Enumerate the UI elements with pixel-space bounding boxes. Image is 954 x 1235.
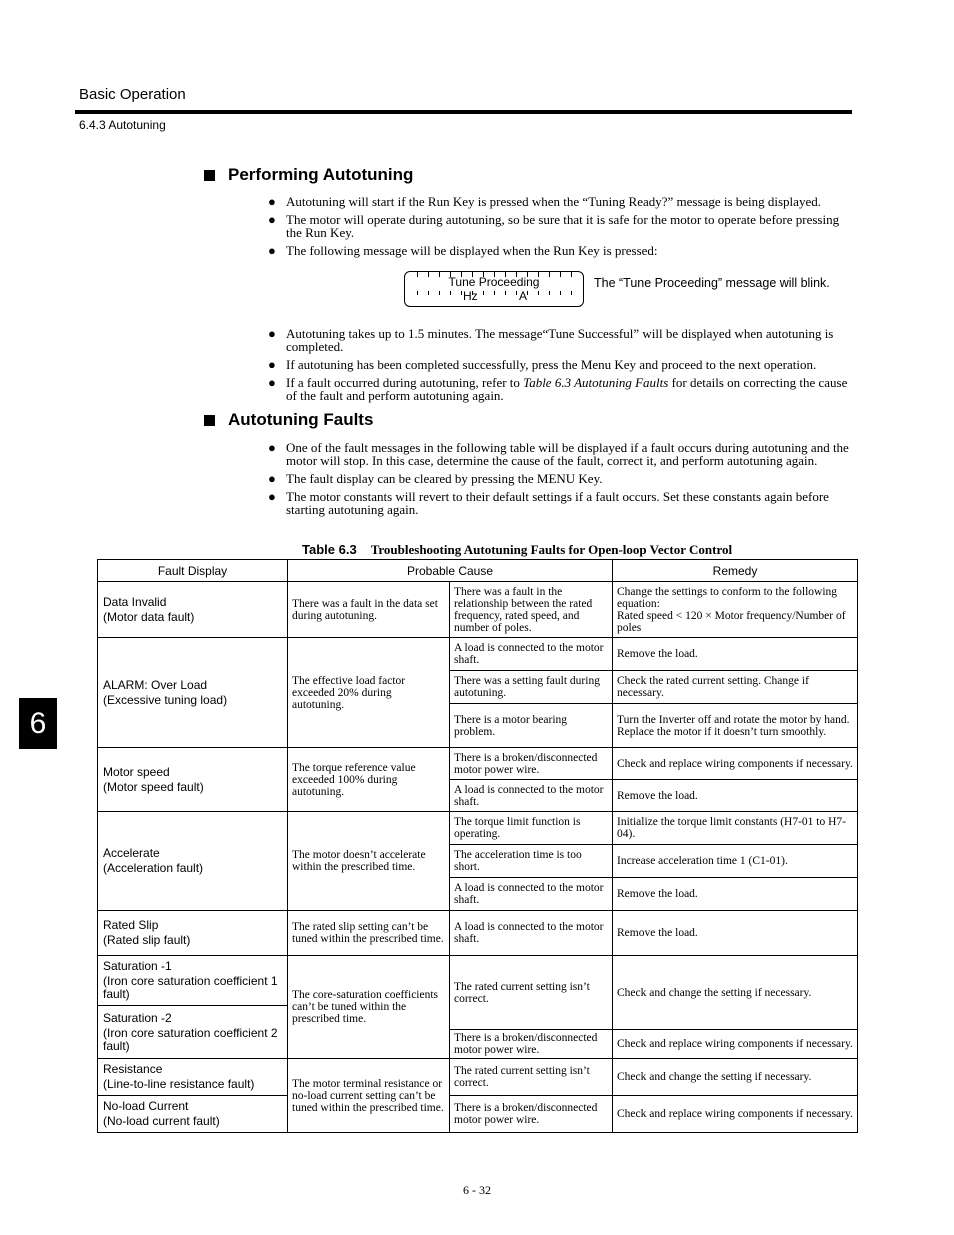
table-row	[98, 582, 858, 638]
fault-display-cell: Saturation -2 (Iron core saturation coefficient 2 fault)	[98, 1006, 288, 1059]
remedy-cell: Remove the load.	[613, 638, 858, 671]
sub-cause-cell: A load is connected to the motor shaft.	[450, 878, 613, 911]
operator-display	[404, 271, 584, 307]
remedy-cell: Check and replace wiring components if necessary.	[613, 1096, 858, 1133]
table-row	[98, 1059, 858, 1096]
display-line-1: Tune Proceeding	[448, 275, 540, 289]
table-caption	[302, 542, 732, 558]
list-item: ● One of the fault messages in the following table will be displayed if a fault occurs during autotuning and the motor will stop. In this case, determine the cause of the fault, correct it, and perform autotuning again.	[268, 440, 849, 468]
probable-cause-cell: There was a fault in the data set during autotuning.	[288, 582, 450, 638]
sub-cause-cell: A load is connected to the motor shaft.	[450, 780, 613, 812]
list-item: ● The following message will be displayed when the Run Key is pressed:	[268, 243, 658, 258]
segment-mark	[417, 291, 418, 295]
header-probable-cause: Probable Cause	[288, 560, 613, 582]
fault-display-cell: Saturation -1 (Iron core saturation coefficient 1 fault)	[98, 956, 288, 1006]
segment-mark	[549, 291, 550, 295]
page-number: 6 - 32	[463, 1183, 491, 1197]
sub-cause-cell: There was a fault in the relationship between the rated frequency, rated speed, and number of poles.	[450, 582, 613, 638]
table-row	[98, 812, 858, 845]
list-item: ● The motor constants will revert to their default settings if a fault occurs. Set these constants again before starting autotuning again.	[268, 489, 829, 517]
bullet-list-3	[268, 441, 858, 521]
table-row	[98, 748, 858, 780]
sub-cause-cell: The rated current setting isn’t correct.	[450, 956, 613, 1030]
list-item: ● The fault display can be cleared by pressing the MENU Key.	[268, 471, 603, 486]
segment-mark	[560, 291, 561, 295]
list-item: ● Autotuning will start if the Run Key is pressed when the “Tuning Ready?” message is being displayed.	[268, 194, 821, 209]
probable-cause-cell: The rated slip setting can’t be tuned within the prescribed time.	[288, 911, 450, 956]
remedy-cell: Remove the load.	[613, 878, 858, 911]
remedy-cell: Turn the Inverter off and rotate the motor by hand. Replace the motor if it doesn’t turn smoothly.	[613, 704, 858, 748]
remedy-cell: Initialize the torque limit constants (H7-01 to H7-04).	[613, 812, 858, 845]
table-row	[98, 638, 858, 671]
segment-mark	[538, 291, 539, 295]
header-remedy: Remedy	[613, 560, 858, 582]
list-item: ● Autotuning takes up to 1.5 minutes. The message“Tune Successful” will be displayed when autotuning is completed.	[268, 326, 834, 354]
display-a-unit: A	[519, 289, 528, 303]
section-heading-autotuning-faults	[204, 410, 373, 430]
remedy-cell: Check and replace wiring components if necessary.	[613, 748, 858, 780]
section-title: Performing Autotuning	[228, 165, 414, 184]
fault-display-cell: Accelerate (Acceleration fault)	[98, 812, 288, 911]
header-rule	[75, 110, 852, 114]
fault-display-cell: Data Invalid (Motor data fault)	[98, 582, 288, 638]
bullet-list-1	[268, 195, 858, 262]
remedy-cell: Check and change the setting if necessary.	[613, 956, 858, 1030]
sub-cause-cell: The acceleration time is too short.	[450, 845, 613, 878]
header-fault-display: Fault Display	[98, 560, 288, 582]
fault-display-cell: Motor speed (Motor speed fault)	[98, 748, 288, 812]
sub-cause-cell: There is a broken/disconnected motor power wire.	[450, 748, 613, 780]
segment-mark	[483, 291, 484, 295]
segment-mark	[571, 291, 572, 295]
sub-cause-cell: There is a broken/disconnected motor power wire.	[450, 1096, 613, 1133]
sub-cause-cell: The rated current setting isn’t correct.	[450, 1059, 613, 1096]
list-item: ● The motor will operate during autotuning, so be sure that it is safe for the motor to operate before pressing the Run Key.	[268, 212, 840, 240]
sub-cause-cell: A load is connected to the motor shaft.	[450, 911, 613, 956]
segment-mark	[450, 291, 451, 295]
segment-mark	[494, 291, 495, 295]
list-item: ● If a fault occurred during autotuning, refer to Table 6.3 Autotuning Faults for details on correcting the cause of the fault and perform autotuning again.	[268, 375, 848, 403]
sub-cause-cell: There is a motor bearing problem.	[450, 704, 613, 748]
segment-mark	[527, 291, 528, 295]
segment-mark	[439, 291, 440, 295]
probable-cause-cell: The motor doesn’t accelerate within the prescribed time.	[288, 812, 450, 911]
segment-mark	[516, 291, 517, 295]
remedy-cell: Check and change the setting if necessary.	[613, 1059, 858, 1096]
remedy-cell: Remove the load.	[613, 911, 858, 956]
table-caption-label: Table 6.3	[302, 542, 357, 557]
table-row	[98, 911, 858, 956]
display-hz-unit: Hz	[463, 289, 478, 303]
sub-cause-cell: There is a broken/disconnected motor power wire.	[450, 1030, 613, 1059]
sub-cause-cell: A load is connected to the motor shaft.	[450, 638, 613, 671]
fault-display-cell: ALARM: Over Load (Excessive tuning load)	[98, 638, 288, 748]
header-title: Basic Operation	[79, 86, 186, 103]
fault-table	[97, 559, 858, 1133]
fault-display-cell: Resistance (Line-to-line resistance fault)	[98, 1059, 288, 1096]
fault-display-cell: Rated Slip (Rated slip fault)	[98, 911, 288, 956]
remedy-cell: Change the settings to conform to the following equation: Rated speed < 120 × Motor frequency/Number of poles	[613, 582, 858, 638]
square-bullet-icon	[204, 415, 215, 426]
square-bullet-icon	[204, 170, 215, 181]
remedy-cell: Check and replace wiring components if necessary.	[613, 1030, 858, 1059]
probable-cause-cell: The effective load factor exceeded 20% during autotuning.	[288, 638, 450, 748]
table-row	[98, 956, 858, 981]
section-heading-performing-autotuning	[204, 165, 413, 185]
chapter-tab: 6	[19, 698, 57, 749]
fault-display-cell: No-load Current (No-load current fault)	[98, 1096, 288, 1133]
segment-mark	[461, 291, 462, 295]
probable-cause-cell: The torque reference value exceeded 100% during autotuning.	[288, 748, 450, 812]
table-reference: Table 6.3 Autotuning Faults	[523, 375, 669, 390]
bullet-list-2	[268, 327, 858, 407]
remedy-cell: Remove the load.	[613, 780, 858, 812]
list-item: ● If autotuning has been completed successfully, press the Menu Key and proceed to the next operation.	[268, 357, 817, 372]
sub-cause-cell: There was a setting fault during autotuning.	[450, 671, 613, 704]
table-header-row	[98, 560, 858, 582]
header-subsection: 6.4.3 Autotuning	[79, 118, 166, 132]
segment-mark	[505, 291, 506, 295]
display-note: The “Tune Proceeding” message will blink.	[594, 276, 830, 290]
remedy-cell: Check the rated current setting. Change if necessary.	[613, 671, 858, 704]
table-caption-text: Troubleshooting Autotuning Faults for Open-loop Vector Control	[370, 542, 733, 557]
section-title: Autotuning Faults	[228, 410, 374, 429]
probable-cause-cell: The core-saturation coefficients can’t be tuned within the prescribed time.	[288, 956, 450, 1059]
probable-cause-cell: The motor terminal resistance or no-load current setting can’t be tuned within the prescribed time.	[288, 1059, 450, 1133]
remedy-cell: Increase acceleration time 1 (C1-01).	[613, 845, 858, 878]
segment-mark	[428, 291, 429, 295]
sub-cause-cell: The torque limit function is operating.	[450, 812, 613, 845]
table-row	[98, 1096, 858, 1133]
